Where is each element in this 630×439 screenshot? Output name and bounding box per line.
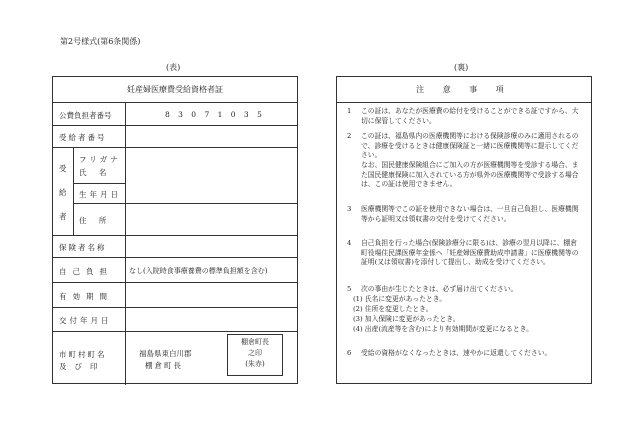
seal-line-3: (朱赤) bbox=[245, 360, 265, 368]
note-text: 自己負担を行った場合(保険診療分に限る)は、診療の翌月以降に、棚倉町役場住民課医療年金係へ「妊産婦医療費助成申請書」に医療機関等の証明(又は領収書)を添付して提出し、助成を受けてください。 bbox=[361, 239, 579, 267]
note-item bbox=[347, 285, 585, 295]
row-divider bbox=[53, 331, 297, 332]
note-text: なお、国民健康保険組合にご加入の方が医療機関等を受診する場合、また国民健康保険に加入されている方が県外の医療機関等で受診する場合は、この証は使用できません。 bbox=[361, 161, 579, 189]
subitem: (1) 氏名に変更があったとき。 bbox=[353, 295, 447, 303]
notes-title: 注 意 事 項 bbox=[337, 77, 591, 103]
address-label: 住 所 bbox=[79, 216, 112, 225]
row-divider bbox=[73, 183, 125, 184]
back-side-label: (裏) bbox=[454, 63, 469, 72]
furigana-label: フリガナ bbox=[79, 155, 121, 164]
insurer-name-label: 保険者名称 bbox=[59, 243, 107, 252]
note-number: 5 bbox=[347, 285, 352, 293]
seal-line-1: 棚倉町長 bbox=[241, 338, 269, 346]
issuer-label-line1: 市町村町名 bbox=[59, 350, 107, 359]
recipient-number-label: 受給者番号 bbox=[59, 133, 107, 142]
payer-number-label: 公費負担者番号 bbox=[59, 111, 112, 120]
recipient-side-3: 者 bbox=[59, 212, 71, 221]
recipient-side-2: 給 bbox=[59, 188, 71, 197]
row-divider bbox=[53, 257, 297, 258]
form-number-label: 第2号様式(第6条関係) bbox=[60, 37, 141, 46]
official-seal-box bbox=[227, 334, 283, 376]
note-item bbox=[347, 132, 585, 161]
issuer-name-line2: 棚倉町長 bbox=[145, 361, 183, 370]
row-divider bbox=[53, 147, 297, 148]
row-divider bbox=[53, 235, 297, 236]
note-number: 4 bbox=[347, 239, 352, 247]
note-number: 3 bbox=[347, 205, 352, 213]
subitem: (2) 住所を変更したとき。 bbox=[353, 305, 433, 313]
note-item bbox=[347, 161, 585, 190]
name-label: 氏 名 bbox=[79, 168, 112, 177]
validity-period-label: 有効期間 bbox=[59, 292, 113, 301]
issuer-label-line2: 及び印 bbox=[59, 362, 106, 371]
column-divider bbox=[125, 102, 126, 385]
note-item bbox=[347, 205, 585, 224]
front-side-label: (表) bbox=[166, 63, 181, 72]
row-divider bbox=[53, 307, 297, 308]
note-text: この証は、福島県内の医療機関等における保険診療のみに適用されるので、診療を受けるときは健康保険証と一緒に医療機関等に提示してください。 bbox=[361, 132, 579, 160]
payer-number-value: 8 3 0 7 1 0 3 5 bbox=[165, 110, 265, 119]
row-divider bbox=[53, 125, 297, 126]
recipient-side-1: 受 bbox=[59, 164, 71, 173]
note-text: 受給の資格がなくなったときは、速やかに返還してください。 bbox=[361, 349, 552, 357]
certificate-back bbox=[336, 76, 592, 384]
note-number: 2 bbox=[347, 132, 352, 140]
subitem: (4) 出産(流産等を含む)により有効期間が変更になるとき。 bbox=[353, 325, 533, 333]
issuer-name-line1: 福島県東白川郡 bbox=[139, 349, 192, 358]
note-text: 次の事由が生じたときは、必ず届け出てください。 bbox=[361, 285, 518, 293]
row-divider bbox=[73, 203, 297, 204]
note-number: 1 bbox=[347, 107, 352, 115]
note-item bbox=[347, 107, 585, 126]
certificate-title: 妊産婦医療費受給資格者証 bbox=[53, 77, 297, 103]
date-of-birth-label: 生年月日 bbox=[79, 190, 121, 199]
copay-value: なし(入院時食事療養費の標準負担額を含む) bbox=[129, 267, 268, 275]
copay-label: 自己負担 bbox=[59, 267, 113, 276]
note-text: 医療機関等でこの証を使用できない場合は、一旦自己負担し、医療機関等から証明又は領収書の交付を受けてください。 bbox=[361, 205, 579, 223]
note-item bbox=[347, 239, 585, 268]
note-item bbox=[347, 349, 585, 359]
column-divider bbox=[73, 147, 74, 235]
issue-date-label: 交付年月日 bbox=[59, 316, 112, 325]
note-text: この証は、あなたが医療費の給付を受けることができる証ですから、大切に保管してください。 bbox=[361, 107, 579, 125]
row-divider bbox=[53, 282, 297, 283]
subitem: (3) 加入保険に変更があったとき。 bbox=[353, 315, 460, 323]
note-number: 6 bbox=[347, 349, 352, 357]
seal-line-2: 之印 bbox=[248, 349, 262, 357]
